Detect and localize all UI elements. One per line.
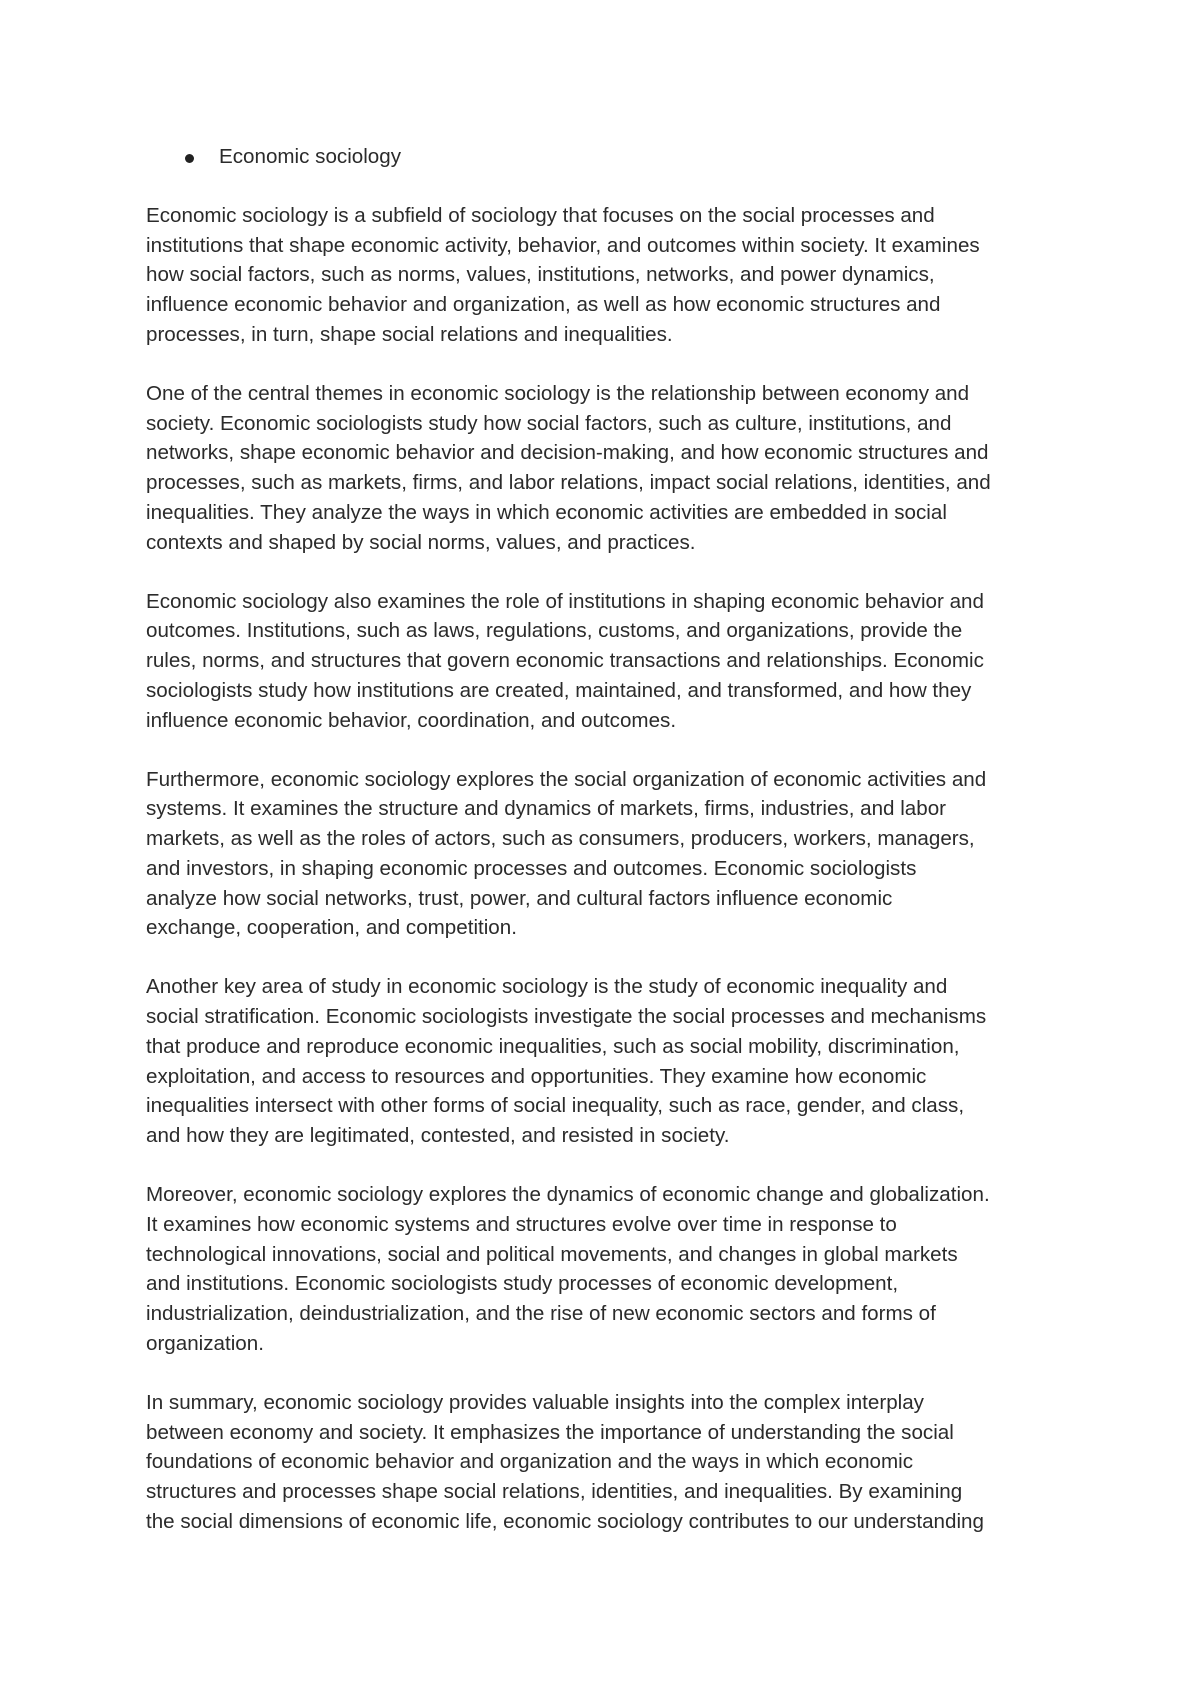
bullet-icon (185, 154, 194, 163)
paragraph-line: technological innovations, social and political movements, and changes in global markets (146, 1242, 958, 1266)
paragraph-line: contexts and shaped by social norms, values, and practices. (146, 530, 696, 554)
paragraph (146, 1180, 1066, 1358)
paragraph-line: exploitation, and access to resources and opportunities. They examine how economic (146, 1064, 927, 1088)
paragraph-line: structures and processes shape social relations, identities, and inequalities. By examining (146, 1480, 963, 1504)
paragraph-line: institutions that shape economic activity, behavior, and outcomes within society. It examines (146, 233, 980, 257)
paragraph-line: Moreover, economic sociology explores the dynamics of economic change and globalization. (146, 1183, 990, 1207)
paragraph-line: between economy and society. It emphasizes the importance of understanding the social (146, 1420, 954, 1444)
paragraph-line: analyze how social networks, trust, power, and cultural factors influence economic (146, 886, 893, 910)
paragraph (146, 765, 1066, 943)
paragraph-line: industrialization, deindustrialization, and the rise of new economic sectors and forms of (146, 1302, 936, 1325)
section-heading: Economic sociology (219, 145, 401, 168)
paragraph (146, 587, 1066, 736)
paragraph (146, 972, 1066, 1150)
paragraph-line: influence economic behavior and organization, as well as how economic structures and (146, 293, 941, 317)
paragraph-line: Another key area of study in economic sociology is the study of economic inequality and (146, 975, 948, 999)
paragraph-line: and how they are legitimated, contested, and resisted in society. (146, 1123, 730, 1147)
paragraph-line: Furthermore, economic sociology explores the social organization of economic activities and (146, 767, 987, 791)
paragraph-line: how social factors, such as norms, values, institutions, networks, and power dynamics, (146, 263, 935, 287)
paragraph-line: influence economic behavior, coordination, and outcomes. (146, 708, 677, 732)
paragraph-line: Economic sociology is a subfield of sociology that focuses on the social processes and (146, 204, 935, 227)
paragraph-line: and institutions. Economic sociologists study processes of economic development, (146, 1272, 899, 1296)
paragraph-line: sociologists study how institutions are created, maintained, and transformed, and how they (146, 678, 972, 702)
paragraph-line: systems. It examines the structure and dynamics of markets, firms, industries, and labor (146, 797, 947, 821)
document-body (146, 142, 1066, 1566)
paragraph-line: processes, such as markets, firms, and labor relations, impact social relations, identities, and (146, 471, 991, 495)
paragraph-line: One of the central themes in economic sociology is the relationship between economy and (146, 382, 970, 406)
paragraph-line: It examines how economic systems and structures evolve over time in response to (146, 1212, 897, 1236)
paragraph-line: processes, in turn, shape social relations and inequalities. (146, 322, 673, 346)
paragraph-list (146, 201, 1066, 1536)
paragraph-line: markets, as well as the roles of actors, such as consumers, producers, workers, managers, (146, 827, 975, 851)
paragraph-line: Economic sociology also examines the role of institutions in shaping economic behavior and (146, 589, 984, 613)
paragraph-line: outcomes. Institutions, such as laws, regulations, customs, and organizations, provide the (146, 619, 963, 643)
paragraph-line: rules, norms, and structures that govern economic transactions and relationships. Economic (146, 649, 984, 673)
paragraph-line: inequalities intersect with other forms of social inequality, such as race, gender, and class, (146, 1094, 965, 1118)
paragraph (146, 1388, 1066, 1537)
paragraph-line: that produce and reproduce economic inequalities, such as social mobility, discrimination, (146, 1034, 960, 1058)
paragraph (146, 379, 1066, 557)
paragraph (146, 201, 1066, 350)
paragraph-line: inequalities. They analyze the ways in which economic activities are embedded in social (146, 500, 947, 524)
bullet-list-item (146, 142, 1066, 172)
paragraph-line: exchange, cooperation, and competition. (146, 916, 517, 940)
paragraph-line: foundations of economic behavior and organization and the ways in which economic (146, 1450, 914, 1474)
paragraph-line: organization. (146, 1331, 264, 1355)
paragraph-line: society. Economic sociologists study how social factors, such as culture, institutions, and (146, 411, 952, 435)
paragraph-line: and investors, in shaping economic processes and outcomes. Economic sociologists (146, 856, 917, 880)
paragraph-line: networks, shape economic behavior and decision-making, and how economic structures and (146, 441, 989, 465)
paragraph-line: social stratification. Economic sociologists investigate the social processes and mechanisms (146, 1005, 987, 1029)
paragraph-line: In summary, economic sociology provides valuable insights into the complex interplay (146, 1390, 924, 1414)
paragraph-line: the social dimensions of economic life, economic sociology contributes to our understanding (146, 1509, 984, 1533)
